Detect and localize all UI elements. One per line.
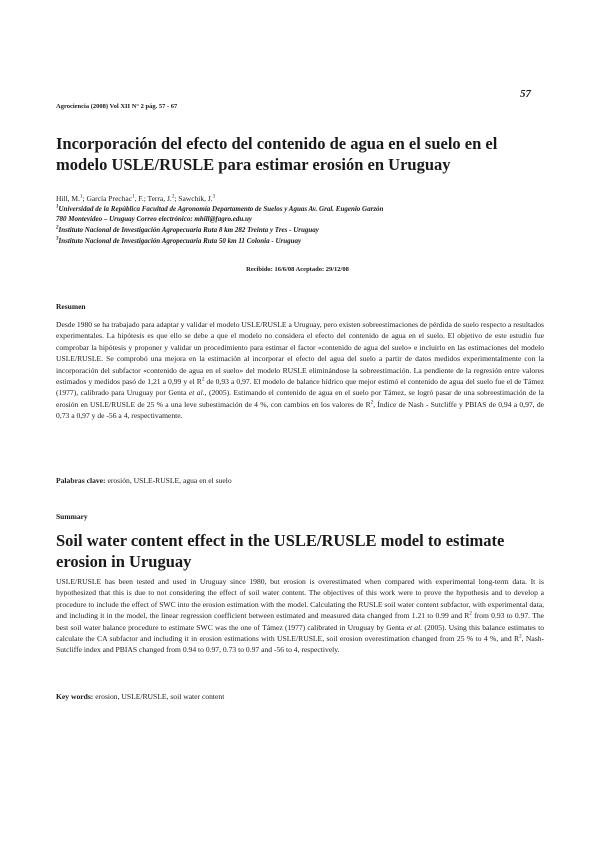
abstract-text: , Nash-Sutcliffe index and PBIAS changed from 0.94 to 0.97, 0.73 to 0.97 and -56 to 4, respectively.	[56, 634, 544, 655]
affiliation-mark: 2	[56, 225, 59, 231]
author-name: F.; Terra, J.	[138, 194, 172, 203]
journal-citation: Agrociencia (2008) Vol XII N° 2 pág. 57 - 67	[56, 103, 178, 110]
keywords-spanish	[56, 476, 232, 485]
author-list: Hill, M.$^1$; García Prechac$^1$, F.; Terra, J.$^2$; Sawchik, J.$^3$	[56, 194, 216, 203]
affiliation-line	[56, 226, 319, 234]
superscript: 2	[201, 377, 205, 383]
abstract-body-spanish	[56, 319, 544, 422]
author-affiliation-mark: 3	[212, 194, 216, 200]
italic-text: et al.	[188, 388, 205, 398]
affiliation-line	[56, 215, 252, 223]
superscript: 2	[370, 400, 374, 406]
author-affiliation-mark: 1	[132, 194, 135, 200]
abstract-text: , Índice de Nash - Sutcliffe y PBIAS de 0,94 a 0,97, de 0,73 a 0,97 y de -56 a 4, respectivamente.	[56, 399, 544, 421]
abstract-heading-spanish: Resumen	[56, 302, 86, 311]
article-title-english: Soil water content effect in the USLE/RUSLE model to estimate erosion in Uruguay	[56, 531, 505, 571]
article-title-spanish: Incorporación del efecto del contenido de agua en el suelo en el modelo USLE/RUSLE para estimar erosión en Uruguay	[56, 134, 498, 174]
superscript: 2	[519, 634, 522, 640]
author-affiliation-mark: 1	[79, 194, 83, 200]
affiliation-mark: 1	[56, 204, 59, 210]
affiliation-line	[56, 237, 301, 245]
keywords-label: Palabras clave:	[56, 476, 106, 485]
affiliation-text: 780 Montevideo – Uruguay Correo electrónico: mhill@fagro.edu.uy	[56, 215, 252, 223]
superscript: 2	[469, 611, 472, 617]
abstract-text: de 0,93 a 0,97. El modelo de balance hídrico que mejor estimó el contenido de agua del suelo fue el de Támez (1977), calibrado para Uruguay por Genta	[56, 377, 544, 398]
italic-text: et al.	[406, 622, 423, 632]
keywords-text: erosion, USLE/RUSLE, soil water content	[93, 692, 225, 701]
affiliation-text: Instituto Nacional de Investigación Agropecuaria Ruta 8 km 282 Treinta y Tres - Uruguay	[58, 226, 319, 234]
abstract-text: , (2005). Estimando el contenido de agua en el suelo por Támez, se logró pasar de una sobreestimación de la erosión en USLE/RUSLE de 25 % a una leve subestimación de 4 %, con cambios en los valores de R	[56, 388, 544, 409]
page-number: 57	[520, 88, 531, 100]
author-name: Hill, M.	[56, 194, 80, 203]
author-name: García Prechac	[86, 194, 133, 203]
abstract-text: Desde 1980 se ha trabajado para adaptar y validar el modelo USLE/RUSLE a Uruguay, pero existen sobreestimaciones de pérdida de suelo respecto a resultados experimentales. La hipótesis es que ello se debe a que el modelo no considera el efecto del contenido de agua en el suelo. El objetivo de este estudio fue comprobar la hipótesis y proponer y validar un procedimiento para estimar el factor «contenido de agua del suelo» e incluirlo en las estimaciones del modelo USLE/RUSLE. Se comprobó una mejora en la estimación al incorporar el efecto del agua del suelo a partir de datos medidos experimentalmente con la incorporación del subfactor «contenido de agua en el suelo» del modelo RUSLE eliminándose la sobreestimación. La pendiente de la regresión entre valores estimados y medidos pasó de 1,21 a 0,99 y el R	[56, 320, 544, 387]
affiliation-mark: 3	[56, 236, 59, 242]
abstract-text: from 0.93 to 0.97. The best soil water balance procedure to estimate SWC was the one of Támez (1977) calibrated in Uruguay by Genta	[56, 611, 544, 632]
keywords-english	[56, 692, 224, 701]
affiliation-text: Universidad de la República Facultad de Agronomía Departamento de Suelos y Aguas Av. Gral. Eugenio Garzón	[58, 205, 384, 213]
abstract-text: (2005). Using this balance estimates to calculate the CA subfactor and including it in erosion estimations with USLE/RUSLE, soil erosion overestimation changed from 25 % to 4 %, and R	[56, 622, 544, 644]
keywords-text: erosión, USLE-RUSLE, agua en el suelo	[105, 476, 232, 485]
affiliation-line	[56, 205, 383, 213]
received-accepted-dates: Recibido: 16/6/08 Aceptado: 29/12/08	[246, 266, 349, 273]
abstract-body-english	[56, 576, 544, 656]
author-affiliation-mark: 2	[171, 194, 175, 200]
affiliation-text: Instituto Nacional de Investigación Agropecuaria Ruta 50 km 11 Colonia - Uruguay	[58, 237, 302, 245]
abstract-heading-english: Summary	[56, 512, 88, 521]
keywords-label: Key words:	[56, 692, 94, 701]
author-name: Sawchik, J.	[178, 194, 213, 203]
abstract-text: USLE/RUSLE has been tested and used in Uruguay since 1980, but erosion is overestimated when compared with experimental long-term data. It is hypothesized that this is due to not considering the effect of soil water content. The objectives of this work were to prove the hypothesis and to develop a procedure to include the effect of SWC into the erosion estimation with the model. Calculating the RUSLE soil water content subfactor, with experimental data, and including it in the model, the linear regression coefficient between estimated and measured data changed from 1.21 to 0.99 and R	[56, 577, 544, 621]
